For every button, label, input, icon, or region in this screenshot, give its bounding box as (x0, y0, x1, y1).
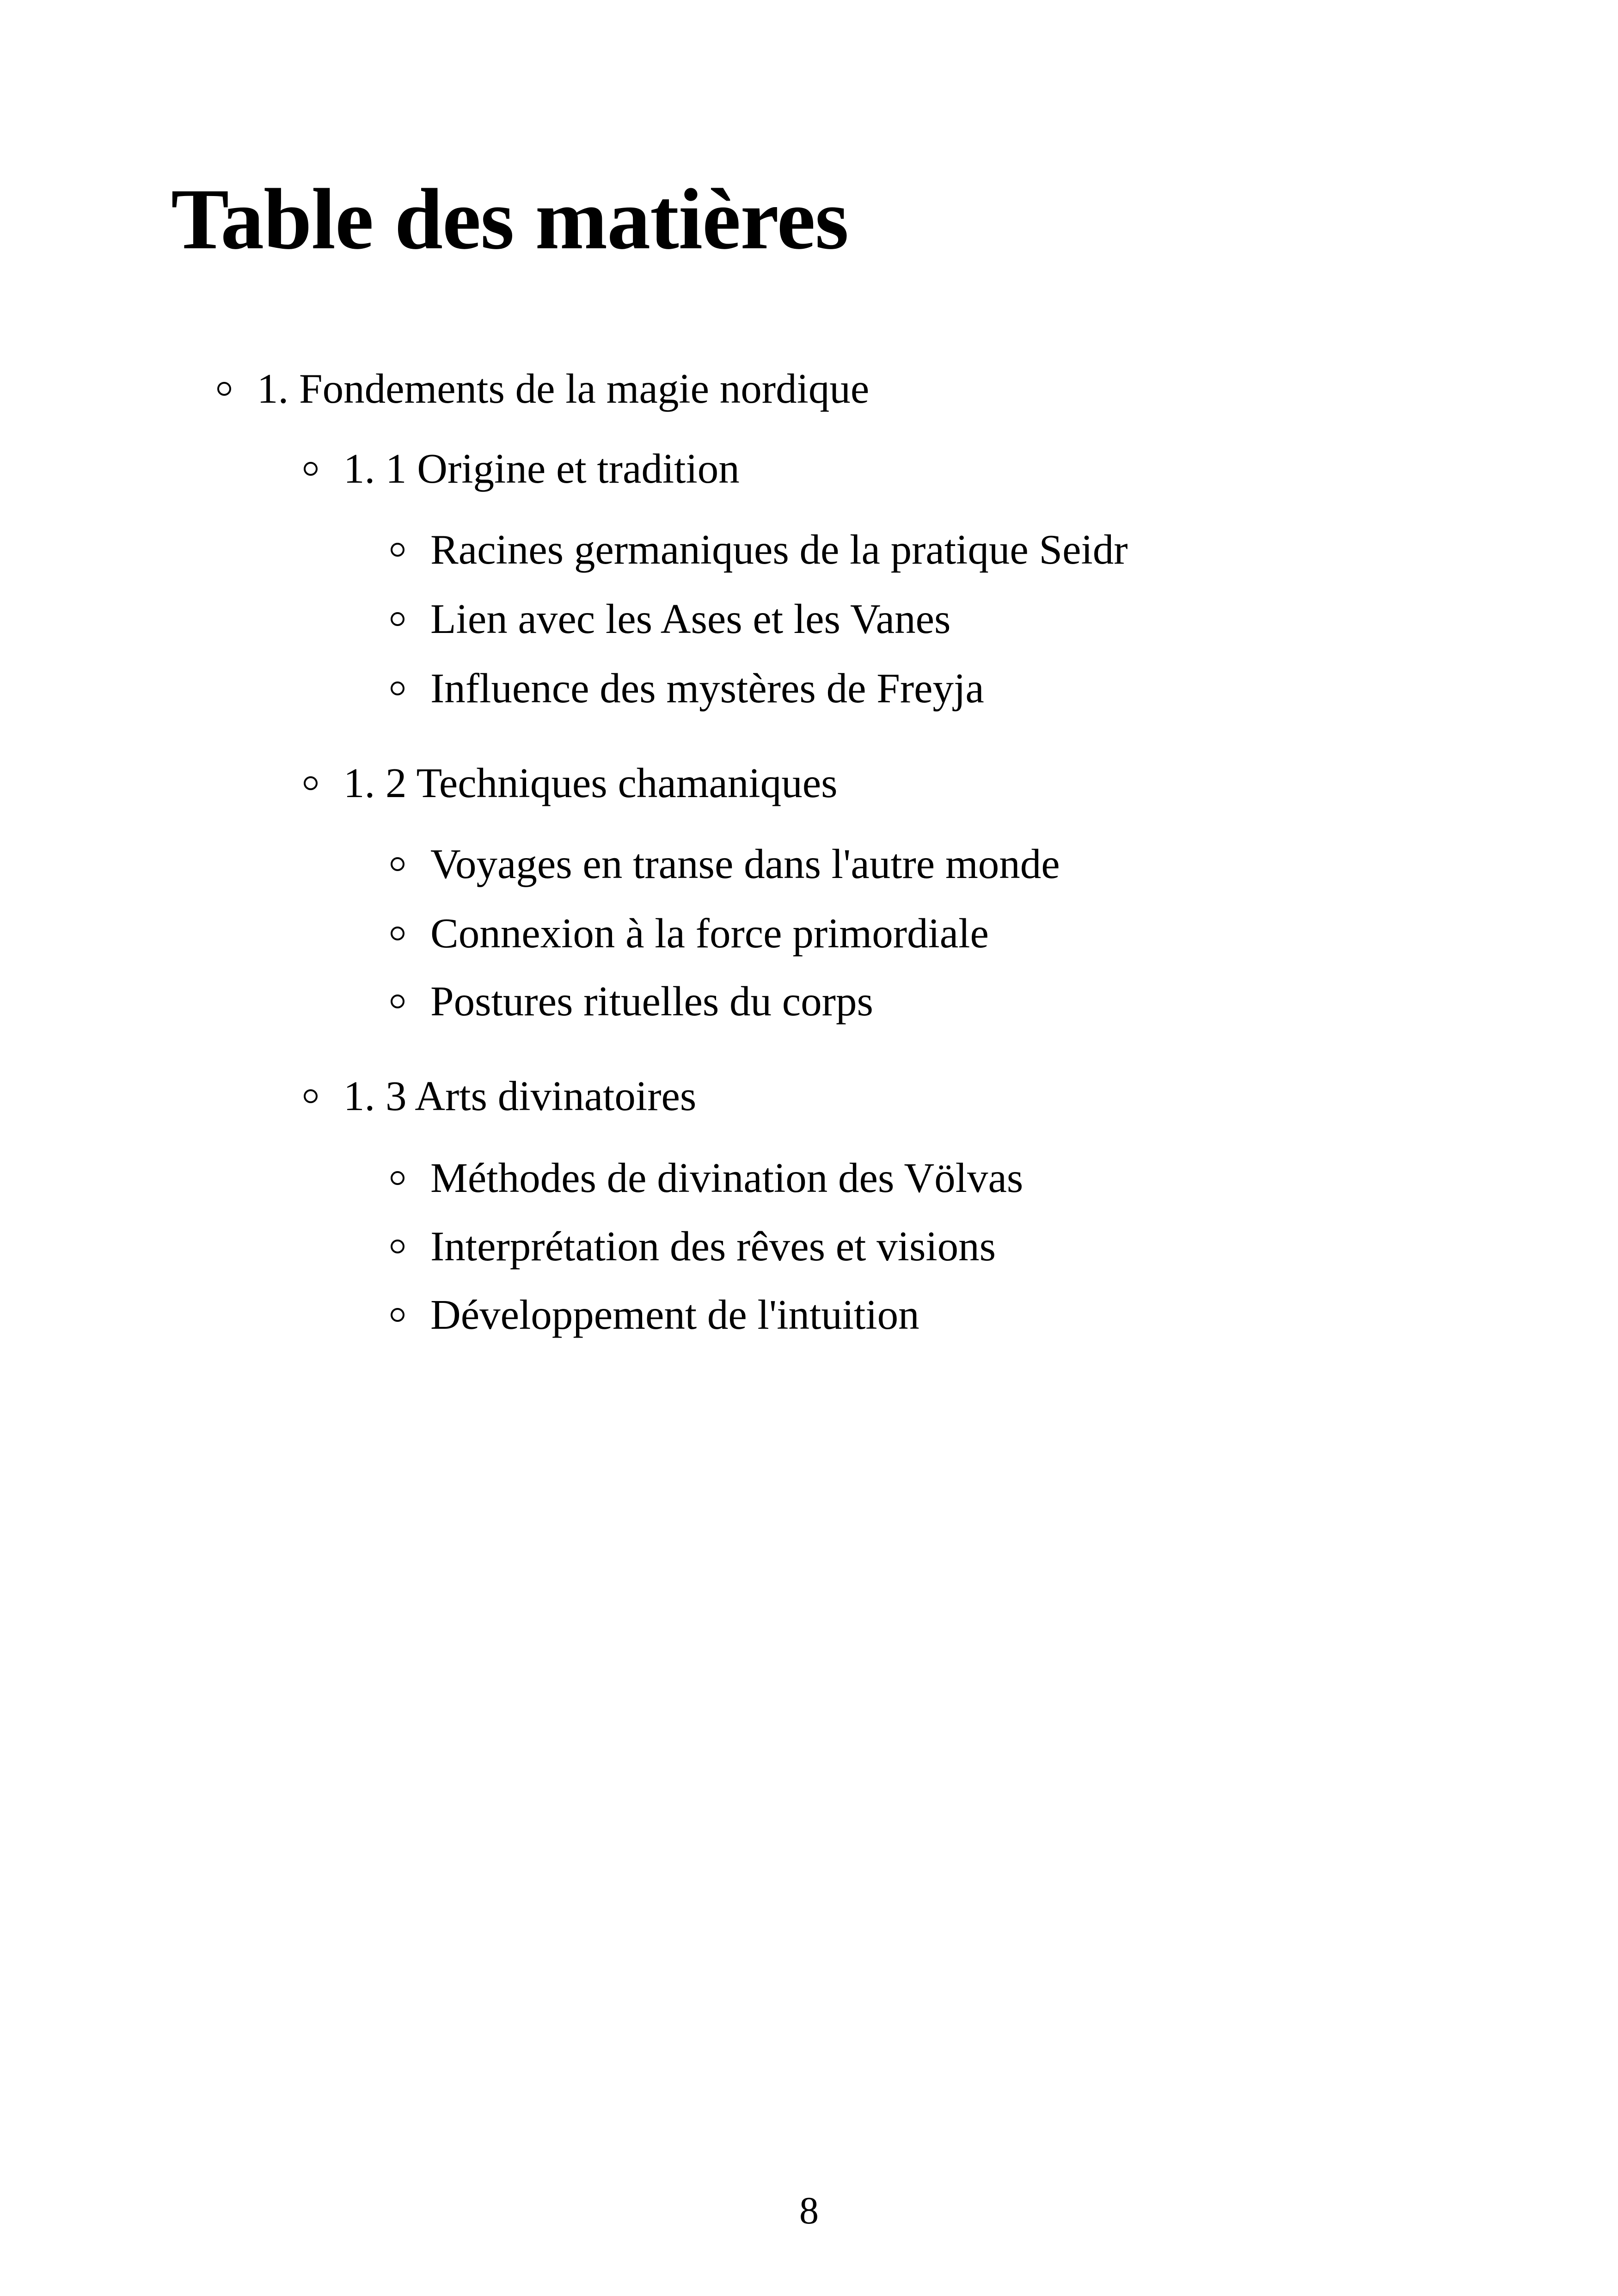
toc-item[interactable] (391, 1291, 919, 1338)
toc-entry-label: 1. 2 Techniques chamaniques (343, 760, 838, 806)
toc-entry-label: 1. 3 Arts divinatoires (343, 1073, 697, 1119)
circle-bullet-icon (304, 776, 318, 790)
circle-bullet-icon (391, 681, 404, 695)
toc-entry-label: 1. Fondements de la magie nordique (257, 365, 870, 412)
circle-bullet-icon (391, 995, 404, 1008)
circle-bullet-icon (391, 1171, 404, 1185)
circle-bullet-icon (391, 543, 404, 557)
toc-section-1[interactable] (217, 365, 870, 412)
page-number: 8 (799, 2189, 819, 2232)
toc-item[interactable] (391, 1154, 1024, 1201)
circle-bullet-icon (391, 927, 404, 940)
circle-bullet-icon (304, 1089, 318, 1103)
toc-entry-label: Lien avec les Ases et les Vanes (430, 595, 951, 642)
toc-item[interactable] (391, 528, 1128, 571)
toc-item[interactable] (391, 1223, 996, 1270)
toc-entry-label: Interprétation des rêves et visions (430, 1223, 996, 1270)
toc-entry-label: Influence des mystères de Freyja (430, 665, 984, 712)
circle-bullet-icon (391, 1240, 404, 1253)
toc-item[interactable] (391, 978, 873, 1025)
circle-bullet-icon (217, 382, 231, 396)
toc-entry-label: Développement de l'intuition (430, 1291, 919, 1338)
toc-subsection-1-3[interactable] (304, 1075, 696, 1117)
circle-bullet-icon (391, 612, 404, 626)
page-title: Table des matières (171, 171, 849, 267)
toc-entry-label: Méthodes de divination des Völvas (430, 1154, 1024, 1201)
toc-entry-label: Postures rituelles du corps (430, 978, 873, 1025)
toc-item[interactable] (391, 665, 984, 712)
circle-bullet-icon (391, 1308, 404, 1322)
circle-bullet-icon (304, 462, 318, 476)
toc-entry-label: Voyages en transe dans l'autre monde (430, 841, 1060, 887)
toc-entry-label: Racines germaniques de la pratique Seidr (430, 526, 1128, 573)
toc-item[interactable] (391, 910, 989, 957)
toc-entry-label: 1. 1 Origine et tradition (343, 445, 740, 492)
toc-subsection-1-1[interactable] (304, 445, 740, 492)
circle-bullet-icon (391, 857, 404, 871)
toc-entry-label: Connexion à la force primordiale (430, 910, 989, 957)
toc-item[interactable] (391, 843, 1060, 885)
toc-subsection-1-2[interactable] (304, 762, 838, 804)
toc-item[interactable] (391, 595, 951, 642)
